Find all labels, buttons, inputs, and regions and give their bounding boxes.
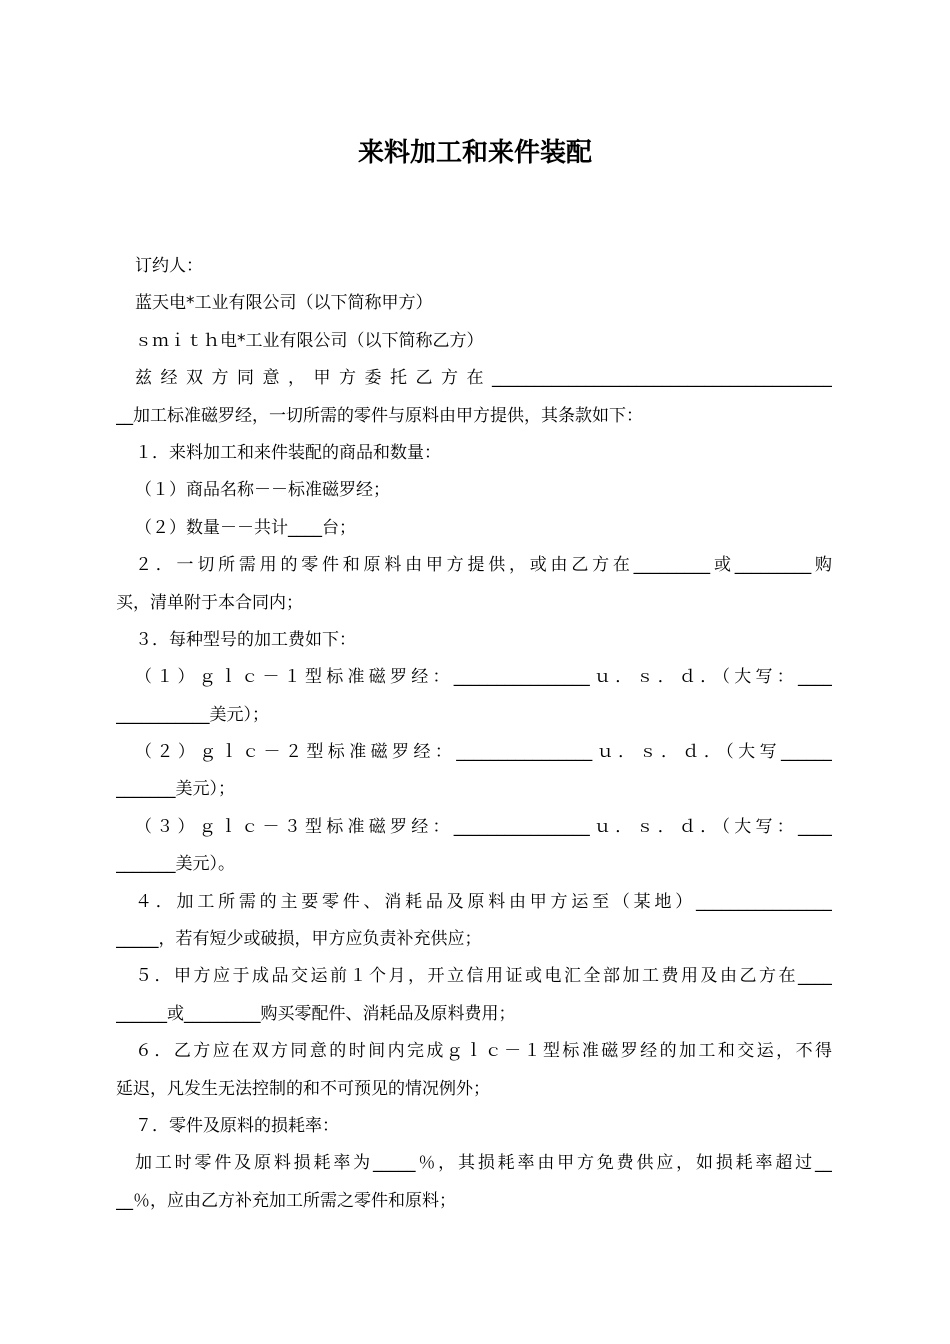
paragraph-line: （２）数量－－共计____台； — [135, 517, 356, 538]
document-body — [116, 248, 832, 1220]
paragraph-line: （１）ｇｌｃ－１型标准磁罗经：________________ｕ．ｓ．ｄ．（大写：____ — [135, 667, 832, 688]
paragraph-line: 蓝天电*工业有限公司（以下简称甲方） — [135, 293, 433, 314]
paragraph-line: １．来料加工和来件装配的商品和数量： — [135, 442, 441, 463]
paragraph-line: 加工时零件及原料损耗率为_____％，其损耗率由甲方免费供应，如损耗率超过__ — [135, 1153, 832, 1174]
paragraph-line: 兹经双方同意，甲方委托乙方在________________________________________ — [135, 368, 832, 389]
paragraph-line: ７．零件及原料的损耗率： — [135, 1115, 339, 1136]
paragraph-line: 延迟，凡发生无法控制的和不可预见的情况例外； — [116, 1078, 490, 1099]
paragraph-line: ______或_________购买零配件、消耗品及原料费用； — [116, 1003, 516, 1024]
paragraph-line: （１）商品名称－－标准磁罗经； — [135, 480, 390, 501]
document-title: 来料加工和来件装配 — [357, 138, 592, 168]
paragraph-line: ５．甲方应于成品交运前１个月，开立信用证或电汇全部加工费用及由乙方在____ — [135, 966, 832, 987]
paragraph-line: __％，应由乙方补充加工所需之零件和原料； — [116, 1190, 456, 1211]
paragraph-line: _______美元）。 — [116, 854, 235, 875]
paragraph-line: ３．每种型号的加工费如下： — [135, 629, 356, 650]
paragraph-line: 买，清单附于本合同内； — [116, 592, 303, 613]
paragraph-line: 订约人： — [135, 256, 203, 276]
paragraph-line: __加工标准磁罗经，一切所需的零件与原料由甲方提供，其条款如下： — [116, 405, 643, 426]
paragraph-line: _____，若有短少或破损，甲方应负责补充供应； — [116, 929, 482, 950]
paragraph-line: ｓｍｉｔｈ电*工业有限公司（以下简称乙方） — [135, 330, 484, 351]
paragraph-line: ___________美元）； — [116, 704, 269, 725]
paragraph-line: ４．加工所需的主要零件、消耗品及原料由甲方运至（某地）________________ — [135, 891, 832, 912]
paragraph-line: ６．乙方应在双方同意的时间内完成ｇｌｃ－１型标准磁罗经的加工和交运，不得 — [135, 1041, 832, 1062]
paragraph-line: ２．一切所需用的零件和原料由甲方提供，或由乙方在_________或_________购 — [135, 555, 832, 576]
paragraph-line: _______美元）； — [116, 779, 235, 800]
paragraph-line: （２）ｇｌｃ－２型标准磁罗经：________________ｕ．ｓ．ｄ．（大写______ — [135, 742, 832, 763]
paragraph-line: （３）ｇｌｃ－３型标准磁罗经：________________ｕ．ｓ．ｄ．（大写：____ — [135, 816, 832, 837]
